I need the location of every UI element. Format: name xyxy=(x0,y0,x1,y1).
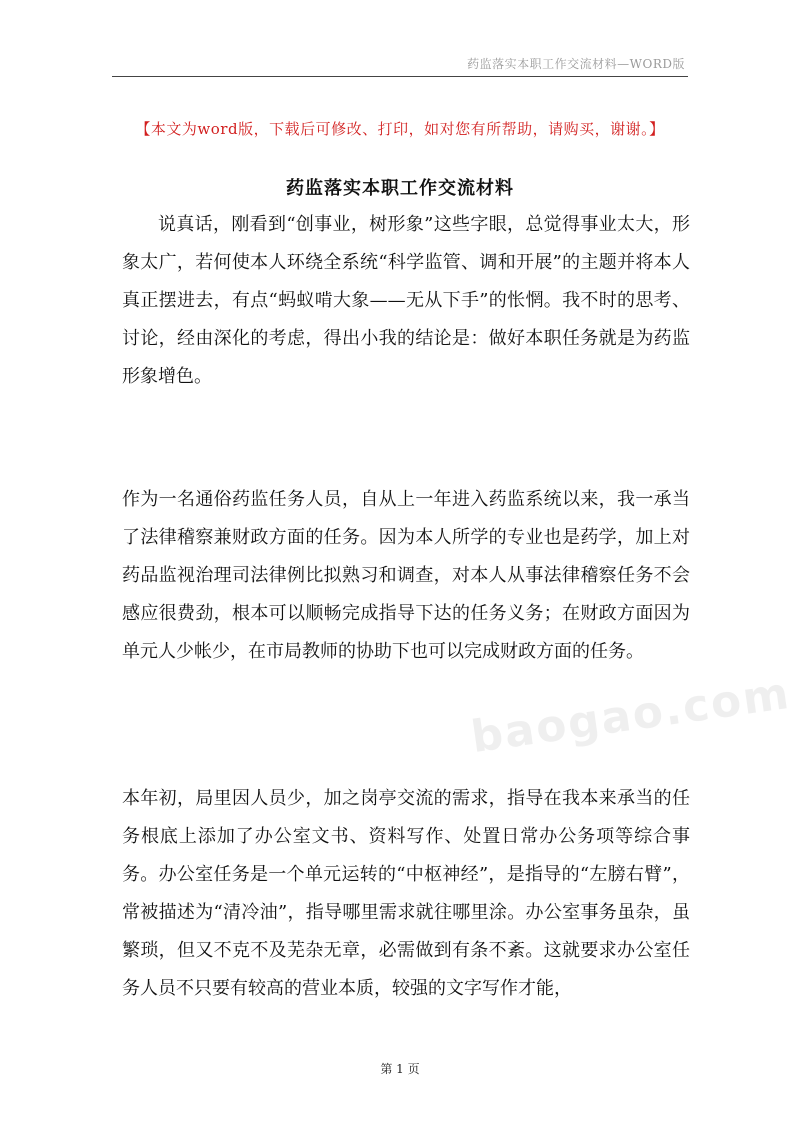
paragraph-3: 本年初，局里因人员少，加之岗亭交流的需求，指导在我本来承当的任务根底上添加了办公室文书、资料写作、处置日常办公务项等综合事务。办公室任务是一个单元运转的“中枢神经”，是指导的“左膀右臂”，常被描述为“清冷油”，指导哪里需求就往哪里涂。办公室事务虽杂，虽繁琐，但又不克不及芜杂无章，必需做到有条不紊。这就要求办公室任务人员不只要有较高的营业本质，较强的文字写作才能， xyxy=(122,788,690,999)
document-title: 药监落实本职工作交流材料 xyxy=(286,178,514,199)
download-notice: 【本文为word版，下载后可修改、打印，如对您有所帮助，请购买，谢谢。】 xyxy=(135,120,665,138)
page-number: 第 1 页 xyxy=(380,1062,420,1076)
watermark-logo: baogao.com xyxy=(468,667,794,764)
header-rule xyxy=(112,76,688,77)
running-header: 药监落实本职工作交流材料—WORD版 xyxy=(467,57,685,71)
paragraph-1: 说真话，刚看到“创事业，树形象”这些字眼，总觉得事业太大，形象太广，若何使本人环绕全系统“科学监管、调和开展”的主题并将本人真正摆进去，有点“蚂蚁啃大象——无从下手”的怅惘。我不时的思考、讨论，经由深化的考虑，得出小我的结论是：做好本职任务就是为药监形象增色。 xyxy=(122,214,690,387)
paragraph-2: 作为一名通俗药监任务人员，自从上一年进入药监系统以来，我一承当了法律稽察兼财政方面的任务。因为本人所学的专业也是药学，加上对药品监视治理司法律例比拟熟习和调查，对本人从事法律稽察任务不会感应很费劲，根本可以顺畅完成指导下达的任务义务；在财政方面因为单元人少帐少，在市局教师的协助下也可以完成财政方面的任务。 xyxy=(122,489,690,662)
